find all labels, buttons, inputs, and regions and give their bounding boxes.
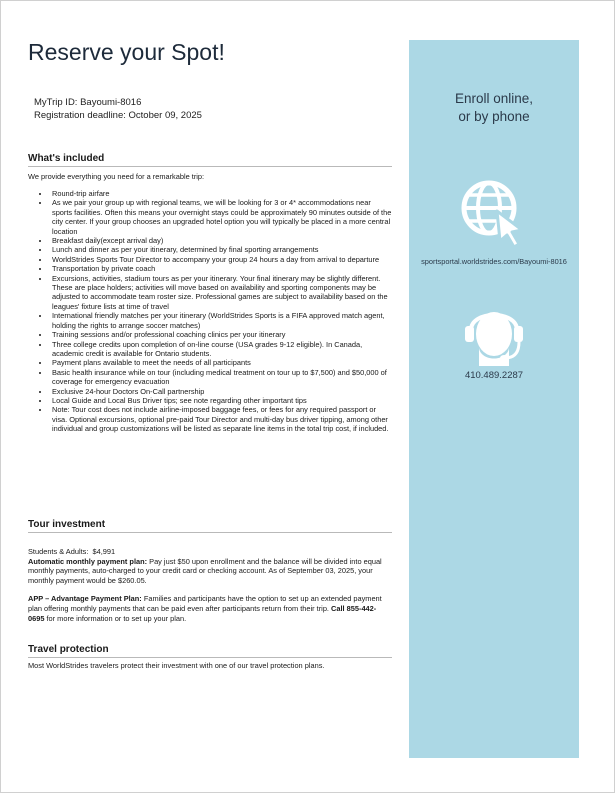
- tour-investment-heading: Tour investment: [28, 519, 392, 533]
- included-item: • Lunch and dinner as per your itinerary, determined by final sporting arrangements: [50, 245, 392, 254]
- included-list: [28, 189, 392, 434]
- included-item: • As we pair your group up with regional teams, we will be looking for 3 or 4* accommodations near sports facilities. Often this means your overnight stays could be approximately 90 minutes outside of the city center. If your group chooses an upgraded hotel option you will typically be placed in a more central location: [50, 198, 392, 236]
- trip-id: MyTrip ID: Bayoumi-8016: [34, 97, 142, 108]
- included-item: • Transportation by private coach: [50, 264, 392, 273]
- registration-deadline: Registration deadline: October 09, 2025: [34, 109, 202, 121]
- app-payment-text: Families and participants have the option to set up an extended payment plan offering monthly payments that can be paid even after participants return from their trip.: [28, 594, 382, 613]
- enroll-phone[interactable]: 410.489.2287: [464, 370, 524, 381]
- travel-protection-text: Most WorldStrides travelers protect their investment with one of our travel protection plans.: [28, 661, 325, 670]
- enroll-url[interactable]: sportsportal.worldstrides.com/Bayoumi-8016: [421, 257, 567, 266]
- trip-info: [34, 97, 202, 122]
- app-payment-plan: [28, 594, 392, 623]
- enroll-line-1: Enroll online,: [454, 91, 534, 106]
- tour-investment-body: [28, 547, 392, 623]
- included-item: • Payment plans available to meet the needs of all participants: [50, 358, 392, 367]
- price-label: Students & Adults:: [28, 547, 89, 556]
- included-item: • Breakfast daily(except arrival day): [50, 236, 392, 245]
- enroll-heading: [409, 90, 579, 126]
- call-number[interactable]: Call 855-442-0695: [28, 603, 377, 623]
- auto-payment-text: Pay just $50 upon enrollment and the balance will be divided into equal monthly payments, auto-charged to your credit card or checking account. As of September 03, 2025, your monthly payment would be $260.05.: [28, 556, 382, 585]
- app-payment-label: APP – Advantage Payment Plan:: [28, 594, 142, 604]
- auto-payment-plan: [28, 557, 392, 586]
- enroll-line-2: or by phone: [458, 109, 530, 124]
- included-item: • Excursions, activities, stadium tours as per your itinerary. Your final itinerary may be slightly different. These are place holders; activities will move based on availability and sporting components may be adjusted to accommodate team roster size. Professional games are subject to availability based on the leagues' fixture lists at time of travel: [50, 274, 392, 312]
- included-item: • Round-trip airfare: [50, 189, 392, 198]
- auto-payment-label: Automatic monthly payment plan:: [28, 556, 148, 566]
- included-item: • Three college credits upon completion of on-line course (USA grades 9-12 eligible). In Canada, academic credit is available for Ontario students.: [50, 340, 392, 359]
- included-item: • International friendly matches per your itinerary (WorldStrides Sports is a FIFA approved match agent, holding the rights to arrange soccer matches): [50, 311, 392, 330]
- included-item: • Note: Tour cost does not include airline-imposed baggage fees, or fees for any required passport or visa. Optional excursions, optional pre-paid Tour Director and multi-day bus driver tipping, among other individual and group customizations will be listed as separate line items in the total trip cost, if included.: [50, 405, 392, 433]
- headset-icon: [459, 296, 529, 366]
- included-item: • WorldStrides Sports Tour Director to accompany your group 24 hours a day from arrival to departure: [50, 255, 392, 264]
- page-title: Reserve your Spot!: [28, 39, 225, 65]
- price-value: $4,991: [92, 547, 116, 556]
- included-item: • Local Guide and Local Bus Driver tips; see note regarding other important tips: [50, 396, 392, 405]
- included-item: • Basic health insurance while on tour (including medical treatment on tour up to $7,500) and $50,000 of coverage for emergency evacuation: [50, 368, 392, 387]
- enroll-sidebar: [409, 40, 579, 758]
- included-item: • Exclusive 24-hour Doctors On-Call partnership: [50, 387, 392, 396]
- included-item: • Training sessions and/or professional coaching clinics per your itinerary: [50, 330, 392, 339]
- price-line: [28, 547, 392, 557]
- call-text: for more information or to set up your plan.: [44, 613, 187, 623]
- whats-included-heading: What's included: [28, 153, 392, 167]
- included-intro: We provide everything you need for a remarkable trip:: [28, 172, 205, 181]
- globe-cursor-icon: [459, 178, 529, 248]
- travel-protection-heading: Travel protection: [28, 644, 392, 658]
